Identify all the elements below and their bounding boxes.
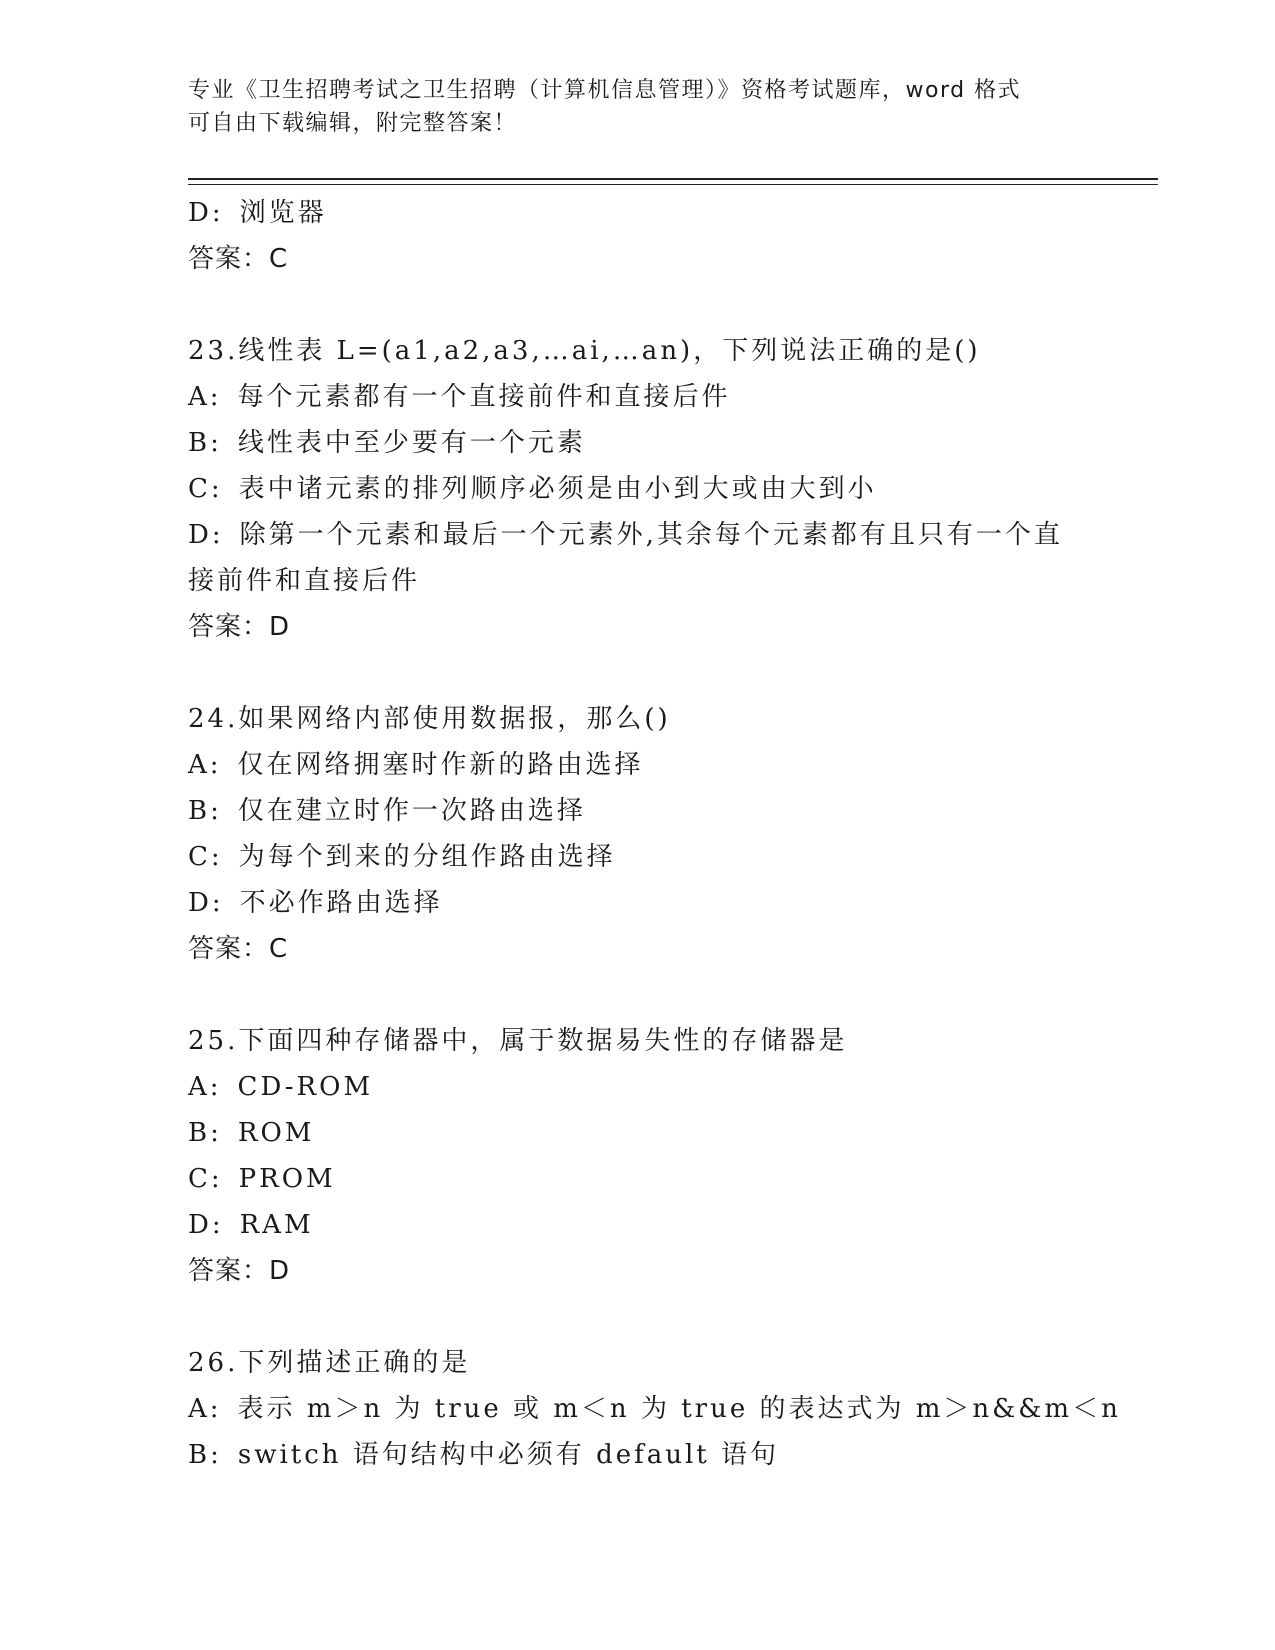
- question-23-stem: 23.线性表 L=(a1,a2,a3,…ai,…an)，下列说法正确的是(): [188, 336, 981, 366]
- option-label: B:: [188, 428, 222, 458]
- question-24-option-c: [188, 834, 1088, 880]
- option-label: A:: [188, 750, 222, 780]
- spacer: [188, 650, 1088, 696]
- question-25-stem: 25.下面四种存储器中，属于数据易失性的存储器是: [188, 1026, 848, 1056]
- option-label: D:: [188, 1210, 224, 1240]
- question-23-option-d: [188, 512, 1068, 604]
- question-25-option-d: [188, 1202, 1088, 1248]
- question-26-option-a: [188, 1386, 1121, 1432]
- question-23-answer: 答案：D: [188, 612, 291, 642]
- option-text: 每个元素都有一个直接前件和直接后件: [237, 382, 731, 412]
- option-label: B:: [188, 1118, 222, 1148]
- option-text: 线性表中至少要有一个元素: [237, 428, 586, 458]
- question-26-option-b: [188, 1432, 1088, 1478]
- option-text: 仅在网络拥塞时作新的路由选择: [237, 750, 644, 780]
- question-24-stem: 24.如果网络内部使用数据报，那么(): [188, 704, 671, 734]
- question-23-option-b: [188, 420, 1088, 466]
- header-rule-thick: [188, 178, 1158, 180]
- question-25-option-c: [188, 1156, 1088, 1202]
- spacer: [188, 282, 1088, 328]
- option-text: 不必作路由选择: [239, 888, 443, 918]
- option-label: A:: [188, 382, 222, 412]
- option-label: B:: [188, 796, 222, 826]
- prev-option-d: [188, 190, 1088, 236]
- spacer: [188, 972, 1088, 1018]
- option-label: A:: [188, 1072, 222, 1102]
- option-label: C:: [188, 474, 223, 504]
- question-24-option-a: [188, 742, 1088, 788]
- option-label: D:: [188, 198, 224, 228]
- option-text: switch 语句结构中必须有 default 语句: [237, 1440, 780, 1470]
- option-label: C:: [188, 842, 223, 872]
- option-text: 除第一个元素和最后一个元素外,其余每个元素都有且只有一个直接前件和直接后件: [188, 520, 1063, 596]
- question-23-option-c: [188, 466, 1088, 512]
- question-24-option-b: [188, 788, 1088, 834]
- option-label: B:: [188, 1440, 222, 1470]
- document-header: [188, 74, 1088, 140]
- question-25-option-a: [188, 1064, 1088, 1110]
- header-title-line-2: 可自由下载编辑，附完整答案！: [188, 111, 518, 136]
- header-rule-thin: [188, 184, 1158, 185]
- option-text: CD-ROM: [237, 1072, 374, 1102]
- header-title-line-1: 专业《卫生招聘考试之卫生招聘（计算机信息管理）》资格考试题库，word 格式: [188, 78, 1022, 103]
- option-text: 为每个到来的分组作路由选择: [238, 842, 616, 872]
- question-24-option-d: [188, 880, 1088, 926]
- question-content: [188, 190, 1121, 1478]
- question-24-answer: 答案：C: [188, 934, 289, 964]
- prev-answer: 答案：C: [188, 244, 289, 274]
- option-text: RAM: [239, 1210, 314, 1240]
- question-23-option-a: [188, 374, 1088, 420]
- option-label: C:: [188, 1164, 223, 1194]
- option-label: A:: [188, 1394, 222, 1424]
- option-text: 表示 m＞n 为 true 或 m＜n 为 true 的表达式为 m＞n&&m＜n: [237, 1394, 1121, 1424]
- option-text: PROM: [238, 1164, 336, 1194]
- option-text: 表中诸元素的排列顺序必须是由小到大或由大到小: [238, 474, 877, 504]
- spacer: [188, 1294, 1088, 1340]
- question-25-answer: 答案：D: [188, 1256, 291, 1286]
- option-label: D:: [188, 888, 224, 918]
- question-26-stem: 26.下列描述正确的是: [188, 1348, 471, 1378]
- option-text: 仅在建立时作一次路由选择: [237, 796, 586, 826]
- option-label: D:: [188, 520, 224, 550]
- question-25-option-b: [188, 1110, 1088, 1156]
- option-text: 浏览器: [239, 198, 327, 228]
- option-text: ROM: [237, 1118, 315, 1148]
